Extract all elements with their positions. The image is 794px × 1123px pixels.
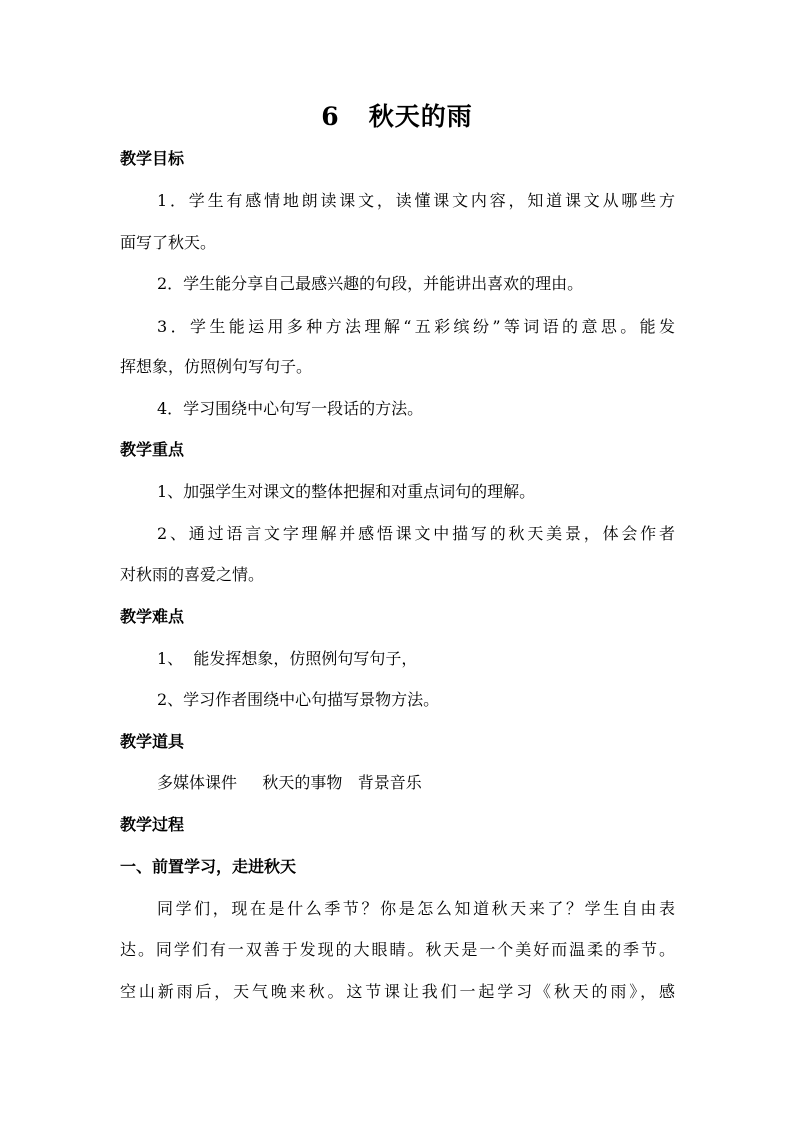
- difficulty-item-1: 1、 能发挥想象，仿照例句写句子，: [157, 649, 418, 668]
- key-point-item-2-line-1: 2、通过语言文字理解并感悟课文中描写的秋天美景，体会作者: [157, 524, 675, 543]
- process-paragraph-line-2: 达。同学们有一双善于发现的大眼睛。秋天是一个美好而温柔的季节。: [120, 940, 675, 959]
- section-heading-difficulties: 教学难点: [120, 607, 185, 626]
- goal-item-3-line-2: 挥想象，仿照例句写句子。: [120, 357, 313, 376]
- goal-item-4: 4．学习围绕中心句写一段话的方法。: [157, 399, 424, 418]
- process-step-1-heading: 一、前置学习，走进秋天: [120, 857, 297, 876]
- key-point-item-1: 1、加强学生对课文的整体把握和对重点词句的理解。: [157, 482, 536, 501]
- goal-item-1-line-1: 1．学生有感情地朗读课文，读懂课文内容，知道课文从哪些方: [157, 191, 675, 210]
- tools-list: 多媒体课件 秋天的事物 背景音乐: [157, 773, 422, 792]
- goal-item-1-line-2: 面写了秋天。: [120, 233, 217, 252]
- section-heading-process: 教学过程: [120, 815, 185, 834]
- page-title: 6 秋天的雨: [321, 102, 473, 131]
- section-heading-tools: 教学道具: [120, 732, 185, 751]
- goal-item-3-line-1: 3．学生能运用多种方法理解“五彩缤纷”等词语的意思。能发: [157, 317, 675, 336]
- section-heading-key-points: 教学重点: [120, 440, 185, 459]
- process-paragraph-line-3: 空山新雨后，天气晚来秋。这节课让我们一起学习《秋天的雨》，感: [120, 982, 675, 1001]
- process-paragraph-line-1: 同学们，现在是什么季节？你是怎么知道秋天来了？学生自由表: [157, 899, 675, 918]
- section-heading-goals: 教学目标: [120, 149, 185, 168]
- difficulty-item-2: 2、学习作者围绕中心句描写景物方法。: [157, 690, 440, 709]
- key-point-item-2-line-2: 对秋雨的喜爱之情。: [120, 565, 265, 584]
- goal-item-2: 2．学生能分享自己最感兴趣的句段，并能讲出喜欢的理由。: [157, 274, 584, 293]
